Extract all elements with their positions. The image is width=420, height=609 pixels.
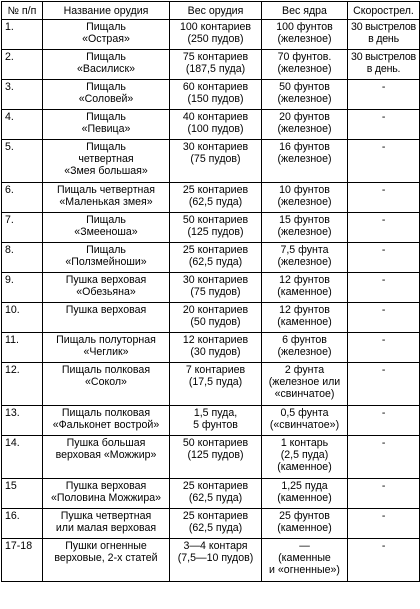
cell-ball-weight-line: (каменное) [277,492,332,504]
table-row [2,20,420,50]
cell-gun-name-line: Пищаль полковая [61,407,151,419]
cell-gun-name-line: Пушка верховая [65,304,147,316]
cell-gun-name-line: или малая верховая [55,522,157,534]
cell-gun-name-line: «Змееноша» [74,226,138,238]
cell-gun-name [43,406,170,436]
cell-fire-rate-line: - [381,141,386,153]
cell-gun-name-line: «Певица» [81,123,131,135]
cell-gun-weight [170,539,262,582]
cell-ball-weight-line: 7,5 фунта [280,244,329,256]
cell-gun-name [43,333,170,363]
cell-number: 11. [2,333,43,363]
cell-gun-name [43,80,170,110]
header-fire-rate: Скорострел. [348,2,420,20]
cell-ball-weight-line: 20 фунтов [279,111,330,123]
cell-gun-weight-line: 50 контариев [182,214,249,226]
cell-fire-rate [348,20,420,50]
cell-ball-weight [262,436,348,479]
artillery-table [1,1,420,582]
cell-ball-weight-line: (каменное) [277,522,332,534]
cell-fire-rate [348,333,420,363]
cell-gun-name [43,539,170,582]
cell-fire-rate [348,50,420,80]
cell-gun-name-line: верховые, 2-х статей [54,552,158,564]
cell-fire-rate [348,80,420,110]
cell-number: 1. [2,20,43,50]
cell-ball-weight [262,140,348,183]
cell-ball-weight-line: (2,5 пуда) [280,449,329,461]
cell-gun-weight-line: 40 контариев [182,111,249,123]
cell-gun-name-line: Пищаль полуторная [56,334,156,346]
cell-gun-name [43,213,170,243]
cell-gun-weight-line: (250 пудов) [187,33,244,45]
cell-gun-weight-line: 25 контариев [182,184,249,196]
cell-fire-rate-line: в день. [366,63,401,75]
cell-ball-weight-line: (железное) [277,123,332,135]
cell-gun-weight-line: (100 пудов) [187,123,244,135]
cell-gun-weight [170,20,262,50]
table-row [2,509,420,539]
cell-fire-rate-line: - [381,407,386,419]
cell-gun-name [43,363,170,406]
cell-fire-rate [348,110,420,140]
cell-gun-weight [170,213,262,243]
table-row [2,333,420,363]
cell-fire-rate-line: - [381,437,386,449]
cell-gun-name-line: «Острая» [82,33,130,45]
cell-gun-name-line: Пищаль [86,214,126,226]
cell-ball-weight-line: 70 фунтов. [277,51,332,63]
cell-gun-name-line: верховая «Можжир» [55,449,157,461]
cell-fire-rate [348,406,420,436]
cell-ball-weight-line: 12 фунтов [279,274,330,286]
cell-ball-weight-line: (каменное) [277,286,332,298]
cell-number: 7. [2,213,43,243]
cell-gun-weight-line: 20 контариев [182,304,249,316]
cell-fire-rate [348,140,420,183]
cell-number: 14. [2,436,43,479]
cell-gun-weight [170,509,262,539]
cell-number: 13. [2,406,43,436]
cell-gun-name [43,479,170,509]
cell-fire-rate-line: - [381,244,386,256]
cell-ball-weight [262,110,348,140]
cell-gun-weight-line: 60 контариев [182,81,249,93]
cell-gun-name [43,50,170,80]
cell-gun-weight-line: (62,5 пуда) [188,196,243,208]
cell-gun-name [43,20,170,50]
cell-ball-weight [262,479,348,509]
cell-ball-weight-line: 100 фунтов [276,21,333,33]
cell-ball-weight-line: 1,25 пуда [281,480,328,492]
header-gun-name: Название орудия [43,2,170,20]
cell-ball-weight-line: и «огненные») [269,564,340,576]
cell-ball-weight-line: «свинчатое) [274,388,335,400]
table-row [2,140,420,183]
cell-ball-weight-line: 2 фунта [284,364,325,376]
cell-gun-name-line: «Маленькая змея» [59,196,153,208]
cell-gun-weight [170,363,262,406]
cell-gun-weight-line: (62,5 пуда) [188,522,243,534]
cell-ball-weight [262,50,348,80]
cell-gun-weight-line: 7 контариев [185,364,246,376]
cell-gun-name-line: Пищаль четвертная [56,184,156,196]
cell-fire-rate [348,273,420,303]
cell-fire-rate-line: - [381,304,386,316]
cell-gun-name-line: Пищаль [86,51,126,63]
table-row [2,183,420,213]
cell-number: 10. [2,303,43,333]
cell-gun-weight-line: 12 контариев [182,334,249,346]
cell-gun-name-line: «Змея большая» [64,165,148,177]
cell-ball-weight-line: (железное) [277,226,332,238]
cell-ball-weight-line: (железное) [277,63,332,75]
cell-gun-weight [170,140,262,183]
cell-gun-weight-line: (125 пудов) [187,449,244,461]
cell-gun-weight-line: 5 фунтов [193,419,238,431]
cell-fire-rate-line: - [381,214,386,226]
cell-ball-weight [262,273,348,303]
cell-gun-weight [170,333,262,363]
cell-ball-weight-line: 50 фунтов [279,81,330,93]
cell-ball-weight-line: (железное) [277,33,332,45]
cell-gun-name-line: Пушка верховая [65,274,147,286]
cell-number: 17-18 [2,539,43,582]
cell-gun-weight-line: 30 контариев [182,274,249,286]
table-row [2,406,420,436]
cell-number: 16. [2,509,43,539]
header-row [2,2,420,20]
cell-gun-name-line: «Фальконет вострой» [52,419,160,431]
cell-fire-rate-line: - [381,184,386,196]
cell-ball-weight-line: (железное или [268,376,341,388]
table-row [2,479,420,509]
cell-gun-weight-line: (75 пудов) [190,153,241,165]
cell-gun-name-line: Пушка верховая [65,480,147,492]
cell-gun-weight [170,183,262,213]
cell-gun-weight [170,50,262,80]
cell-ball-weight-line: (железное) [277,256,332,268]
cell-gun-name-line: «Василиск» [77,63,135,75]
cell-fire-rate [348,303,420,333]
cell-fire-rate-line: - [381,480,386,492]
cell-ball-weight [262,303,348,333]
cell-gun-weight-line: (187,5 пуда) [185,63,246,75]
cell-gun-name [43,243,170,273]
cell-ball-weight-line: (железное) [277,346,332,358]
cell-gun-name [43,273,170,303]
table-row [2,539,420,582]
cell-gun-weight-line: (150 пудов) [187,93,244,105]
cell-fire-rate-line: - [381,510,386,522]
cell-fire-rate-line: - [381,274,386,286]
table-row [2,243,420,273]
cell-gun-name-line: Пищаль [86,244,126,256]
table-row [2,50,420,80]
cell-ball-weight [262,243,348,273]
table-row [2,363,420,406]
cell-fire-rate [348,436,420,479]
cell-number: 8. [2,243,43,273]
cell-gun-weight-line: 50 контариев [182,437,249,449]
cell-gun-name-line: Пушка большая [66,437,146,449]
cell-ball-weight-line: (железное) [277,196,332,208]
table-row [2,273,420,303]
cell-ball-weight-line: 1 контарь [280,437,329,449]
cell-fire-rate [348,479,420,509]
cell-gun-weight-line: (17,5 пуда) [188,376,243,388]
cell-ball-weight-line: (железное) [277,93,332,105]
cell-gun-name [43,183,170,213]
cell-gun-name-line: «Чеглик» [83,346,129,358]
cell-ball-weight [262,80,348,110]
cell-gun-weight [170,406,262,436]
cell-gun-weight [170,80,262,110]
cell-ball-weight-line: (железное) [277,153,332,165]
cell-ball-weight [262,406,348,436]
cell-number: 9. [2,273,43,303]
cell-ball-weight [262,539,348,582]
header-gun-weight: Вес орудия [170,2,262,20]
cell-gun-name-line: Пищаль [86,111,126,123]
cell-gun-name [43,140,170,183]
cell-gun-weight [170,110,262,140]
cell-gun-name-line: четвертная [78,153,134,165]
table-row [2,303,420,333]
cell-gun-name-line: «Обезьяна» [76,286,136,298]
cell-gun-weight-line: 30 контариев [182,141,249,153]
cell-gun-name-line: Пищаль [86,141,126,153]
cell-gun-name [43,303,170,333]
cell-gun-weight-line: (62,5 пуда) [188,256,243,268]
cell-ball-weight-line: 12 фунтов [279,304,330,316]
cell-fire-rate-line: - [381,111,386,123]
cell-fire-rate [348,539,420,582]
cell-number: 6. [2,183,43,213]
cell-gun-weight-line: 1,5 пуда, [193,407,238,419]
table-body [2,20,420,582]
cell-gun-weight-line: 25 контариев [182,510,249,522]
table-row [2,436,420,479]
cell-gun-weight-line: (125 пудов) [187,226,244,238]
cell-ball-weight-line: 15 фунтов [279,214,330,226]
header-ball-weight: Вес ядра [262,2,348,20]
cell-fire-rate-line: - [381,364,386,376]
cell-fire-rate-line: в день [368,33,399,45]
cell-ball-weight-line: («свинчатое») [269,419,340,431]
cell-ball-weight-line: 0,5 фунта [280,407,329,419]
cell-gun-name [43,436,170,479]
table-row [2,110,420,140]
header-number: № п/п [2,2,43,20]
cell-gun-weight-line: (7,5—10 пудов) [177,552,254,564]
cell-ball-weight-line: (каменные [278,552,331,564]
cell-ball-weight-line: (каменное) [277,316,332,328]
cell-gun-weight [170,436,262,479]
cell-number: 3. [2,80,43,110]
cell-gun-weight [170,303,262,333]
cell-ball-weight [262,213,348,243]
cell-fire-rate [348,183,420,213]
cell-number: 4. [2,110,43,140]
cell-gun-weight-line: 75 контариев [182,51,249,63]
cell-fire-rate-line: - [381,334,386,346]
cell-gun-name-line: Пушки огненные [65,540,147,552]
cell-gun-weight-line: (75 пудов) [190,286,241,298]
cell-gun-name-line: Пушка четвертная [60,510,152,522]
cell-gun-weight-line: 25 контариев [182,244,249,256]
cell-number: 15 [2,479,43,509]
cell-ball-weight-line: 10 фунтов [279,184,330,196]
cell-gun-weight-line: 100 контариев [179,21,252,33]
cell-ball-weight [262,20,348,50]
cell-number: 12. [2,363,43,406]
cell-ball-weight [262,363,348,406]
cell-gun-name-line: «Соловей» [78,93,134,105]
cell-fire-rate [348,213,420,243]
cell-ball-weight-line: 25 фунтов [279,510,330,522]
cell-fire-rate [348,363,420,406]
cell-gun-weight [170,273,262,303]
cell-gun-name [43,509,170,539]
cell-number: 5. [2,140,43,183]
cell-ball-weight-line: (каменное) [277,461,332,473]
cell-gun-name-line: «Половина Можжира» [50,492,162,504]
cell-fire-rate [348,509,420,539]
cell-gun-weight-line: 3—4 контаря [183,540,248,552]
cell-fire-rate-line: 30 выстрелов [351,21,416,33]
cell-gun-name-line: «Ползмейноши» [65,256,147,268]
cell-fire-rate-line: - [381,81,386,93]
cell-gun-name [43,110,170,140]
cell-gun-name-line: Пищаль полковая [61,364,151,376]
cell-ball-weight [262,509,348,539]
table-row [2,213,420,243]
cell-gun-weight-line: 25 контариев [182,480,249,492]
cell-gun-name-line: Пищаль [86,21,126,33]
cell-gun-weight [170,479,262,509]
cell-fire-rate-line: 30 выстрелов [351,51,416,63]
cell-gun-weight-line: (30 пудов) [190,346,241,358]
cell-ball-weight-line: 16 фунтов [279,141,330,153]
cell-gun-name-line: Пищаль [86,81,126,93]
cell-gun-name-line: «Сокол» [85,376,127,388]
cell-ball-weight-line: 6 фунтов [282,334,327,346]
cell-ball-weight [262,183,348,213]
cell-gun-weight-line: (62,5 пуда) [188,492,243,504]
cell-gun-weight [170,243,262,273]
cell-number: 2. [2,50,43,80]
cell-fire-rate-line: - [381,540,386,552]
table-row [2,80,420,110]
cell-gun-weight-line: (50 пудов) [190,316,241,328]
cell-ball-weight [262,333,348,363]
cell-fire-rate [348,243,420,273]
cell-ball-weight-line: — [299,540,310,552]
